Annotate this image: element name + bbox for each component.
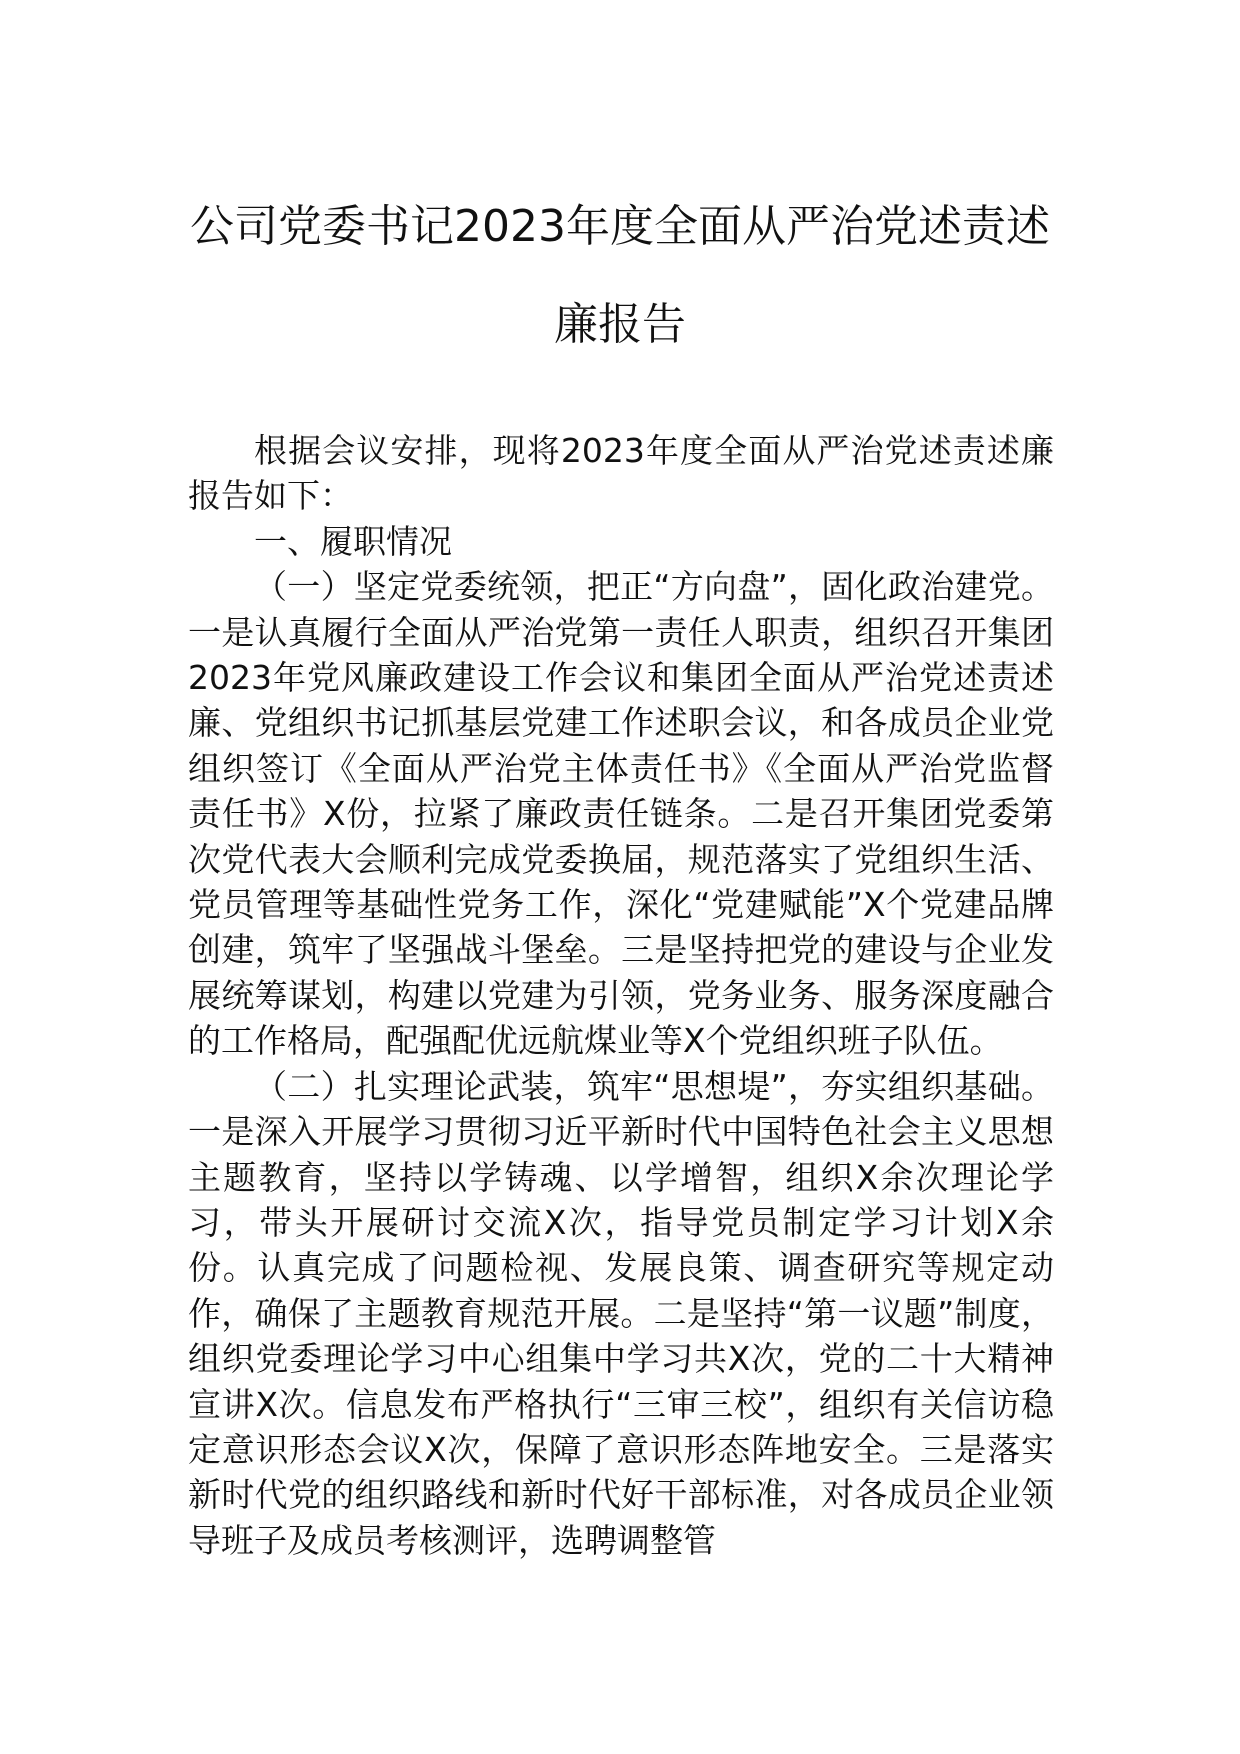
section-heading-performance: 一、履职情况 — [254, 521, 452, 561]
intro-paragraph: 根据会议安排，现将2023年度全面从严治党述责述廉报告如下： — [188, 431, 1054, 516]
paragraph-theory-study: （二）扎实理论武装，筑牢“思想堤”，夯实组织基础。一是深入开展学习贯彻习近平新时代中国特色社会主义思想主题教育，坚持以学铸魂、以学增智，组织X余次理论学习，带头开展研讨交流X次，指导党员制定学习计划X余份。认真完成了问题检视、发展良策、调查研究等规定动作，确保了主题教育规范开展。二是坚持“第一议题”制度，组织党委理论学习中心组集中学习共X次，党的二十大精神宣讲X次。信息发布严格执行“三审三校”，组织有关信访稳定意识形态会议X次，保障了意识形态阵地安全。三是落实新时代党的组织路线和新时代好干部标准，对各成员企业领导班子及成员考核测评，选聘调整管 — [188, 1066, 1054, 1560]
paragraph-party-leadership: （一）坚定党委统领，把正“方向盘”，固化政治建党。一是认真履行全面从严治党第一责任人职责，组织召开集团2023年党风廉政建设工作会议和集团全面从严治党述责述廉、党组织书记抓基层党建工作述职会议，和各成员企业党组织签订《全面从严治党主体责任书》《全面从严治党监督责任书》X份，拉紧了廉政责任链条。二是召开集团党委第次党代表大会顺利完成党委换届，规范落实了党组织生活、党员管理等基础性党务工作，深化“党建赋能”X个党建品牌创建，筑牢了坚强战斗堡垒。三是坚持把党的建设与企业发展统筹谋划，构建以党建为引领，党务业务、服务深度融合的工作格局，配强配优远航煤业等X个党组织班子队伍。 — [188, 567, 1054, 1061]
document-body — [188, 428, 1054, 1563]
document-title: 公司党委书记2023年度全面从严治党述责述廉报告 — [190, 201, 1050, 350]
